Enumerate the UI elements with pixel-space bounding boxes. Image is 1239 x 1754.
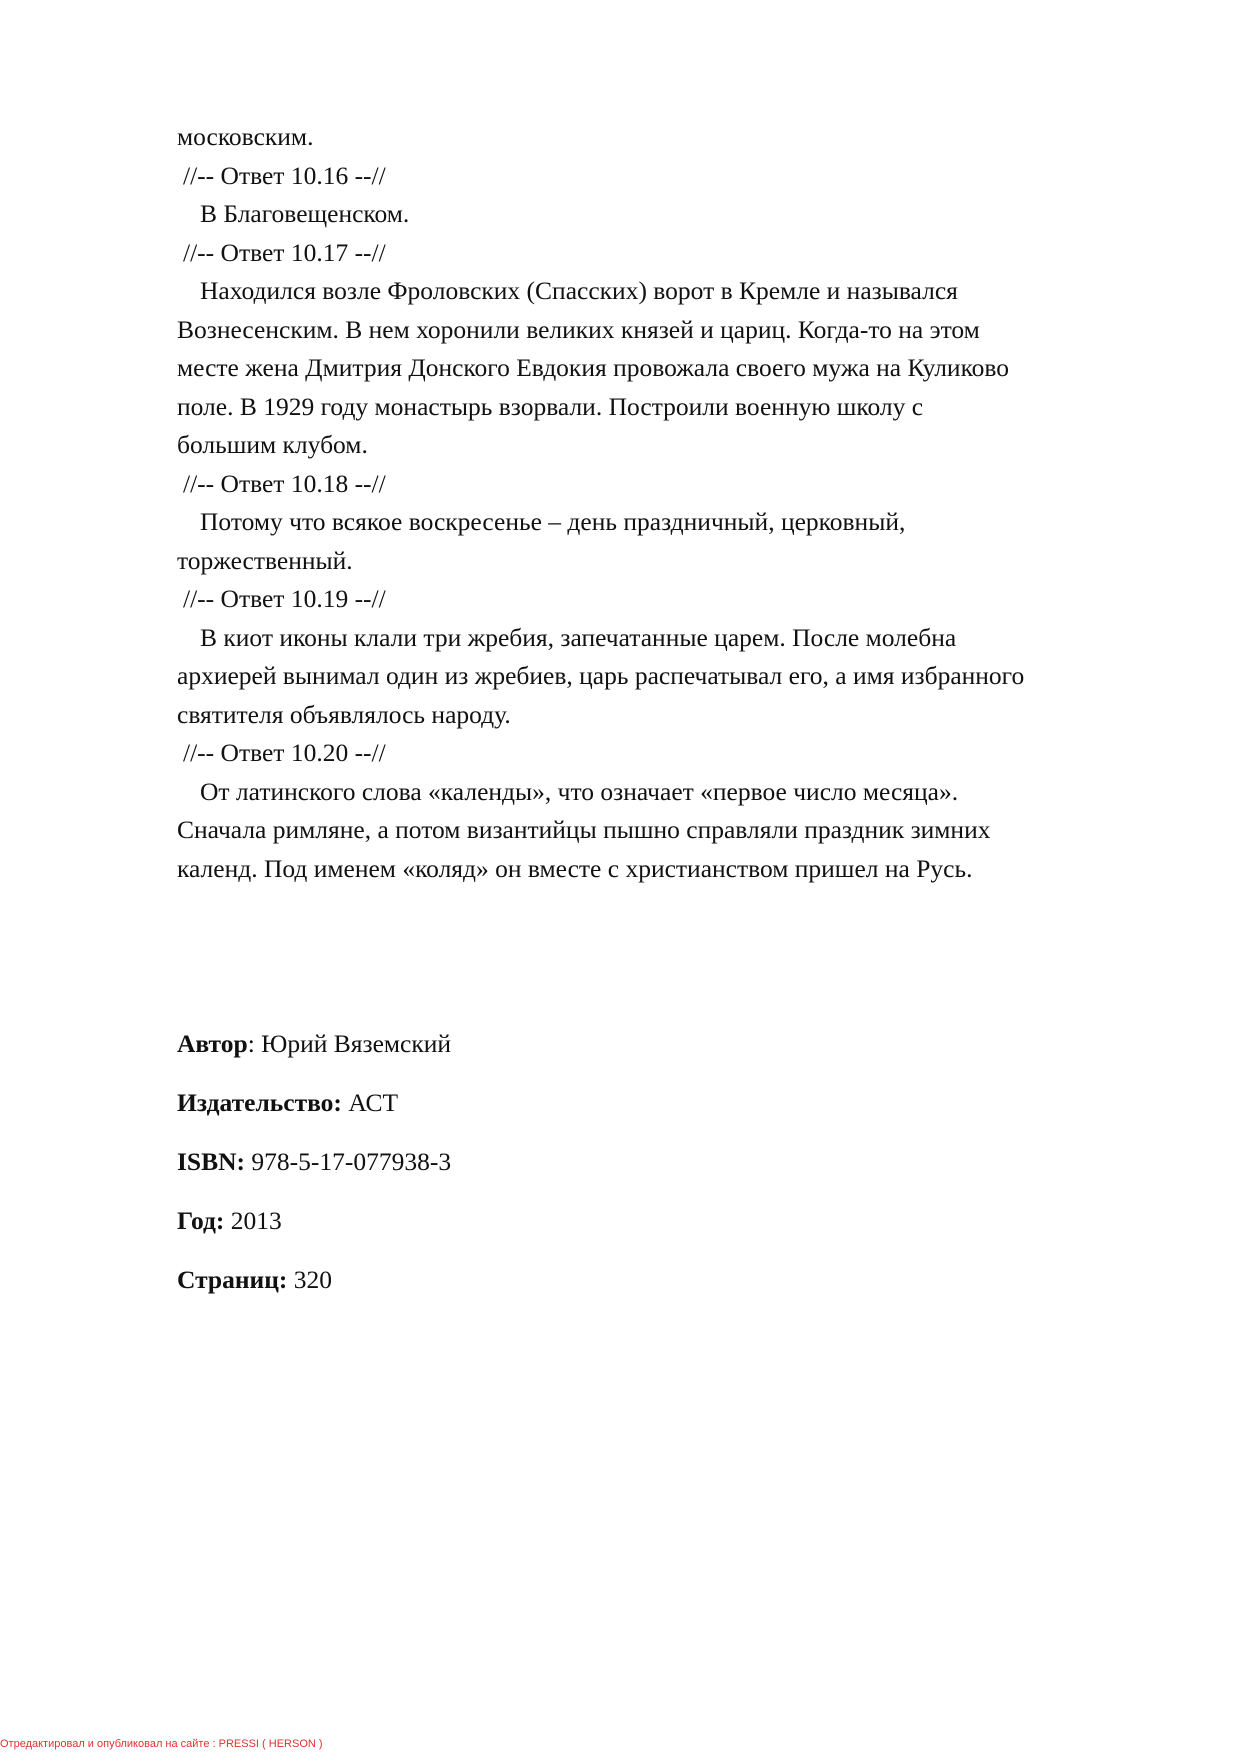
text-line: От латинского слова «календы», что означает «первое число месяца». xyxy=(200,776,959,806)
publisher-label: Издательство: xyxy=(177,1088,342,1117)
text-line: торжественный. xyxy=(177,545,353,575)
isbn-row xyxy=(177,1143,977,1202)
author-value: Юрий Вяземский xyxy=(261,1029,452,1058)
text-line: большим клубом. xyxy=(177,430,368,459)
publisher-row xyxy=(177,1084,977,1143)
text-line: архиерей вынимал один из жребиев, царь распечатывал его, а имя избранного xyxy=(177,661,1025,690)
text-line: московским. xyxy=(177,122,314,151)
answer-heading: //-- Ответ 10.17 --// xyxy=(183,237,386,267)
text-line: святителя объявлялось народу. xyxy=(177,699,511,729)
text-line: В Благовещенском. xyxy=(200,199,410,228)
author-separator: : xyxy=(247,1029,262,1058)
footer-credit: Отредактировал и опубликовал на сайте : PRESSI ( HERSON ) xyxy=(0,1738,323,1750)
text-line: Сначала римляне, а потом византийцы пышно справляли праздник зимних xyxy=(177,815,991,844)
pages-row xyxy=(177,1261,977,1320)
year-value: 2013 xyxy=(224,1206,282,1235)
text-line: календ. Под именем «коляд» он вместе с христианством пришел на Русь. xyxy=(177,853,973,883)
isbn-label: ISBN: xyxy=(177,1147,246,1176)
text-line: Вознесенским. В нем хоронили великих князей и цариц. Когда-то на этом xyxy=(177,314,980,344)
answer-heading: //-- Ответ 10.20 --// xyxy=(183,738,386,767)
page-body xyxy=(177,118,1157,888)
pages-value: 320 xyxy=(287,1265,333,1294)
author-label: Автор xyxy=(177,1029,248,1058)
text-line: поле. В 1929 году монастырь взорвали. Построили военную школу с xyxy=(177,391,924,421)
pages-label: Страниц: xyxy=(177,1265,288,1294)
isbn-value: 978-5-17-077938-3 xyxy=(245,1147,452,1176)
answer-heading: //-- Ответ 10.18 --// xyxy=(183,468,386,498)
text-line: Потому что всякое воскресенье – день праздничный, церковный, xyxy=(200,507,906,536)
text-line: В киот иконы клали три жребия, запечатанные царем. После молебна xyxy=(200,622,957,652)
text-line: месте жена Дмитрия Донского Евдокия провожала своего мужа на Куликово xyxy=(177,353,1010,382)
answer-heading: //-- Ответ 10.16 --// xyxy=(183,160,386,190)
year-row xyxy=(177,1202,977,1261)
book-info xyxy=(177,1025,977,1320)
answer-heading: //-- Ответ 10.19 --// xyxy=(183,584,386,613)
text-line: Находился возле Фроловских (Спасских) ворот в Кремле и назывался xyxy=(200,276,958,305)
year-label: Год: xyxy=(177,1206,225,1235)
publisher-value: АСТ xyxy=(341,1088,399,1117)
author-row xyxy=(177,1025,977,1084)
